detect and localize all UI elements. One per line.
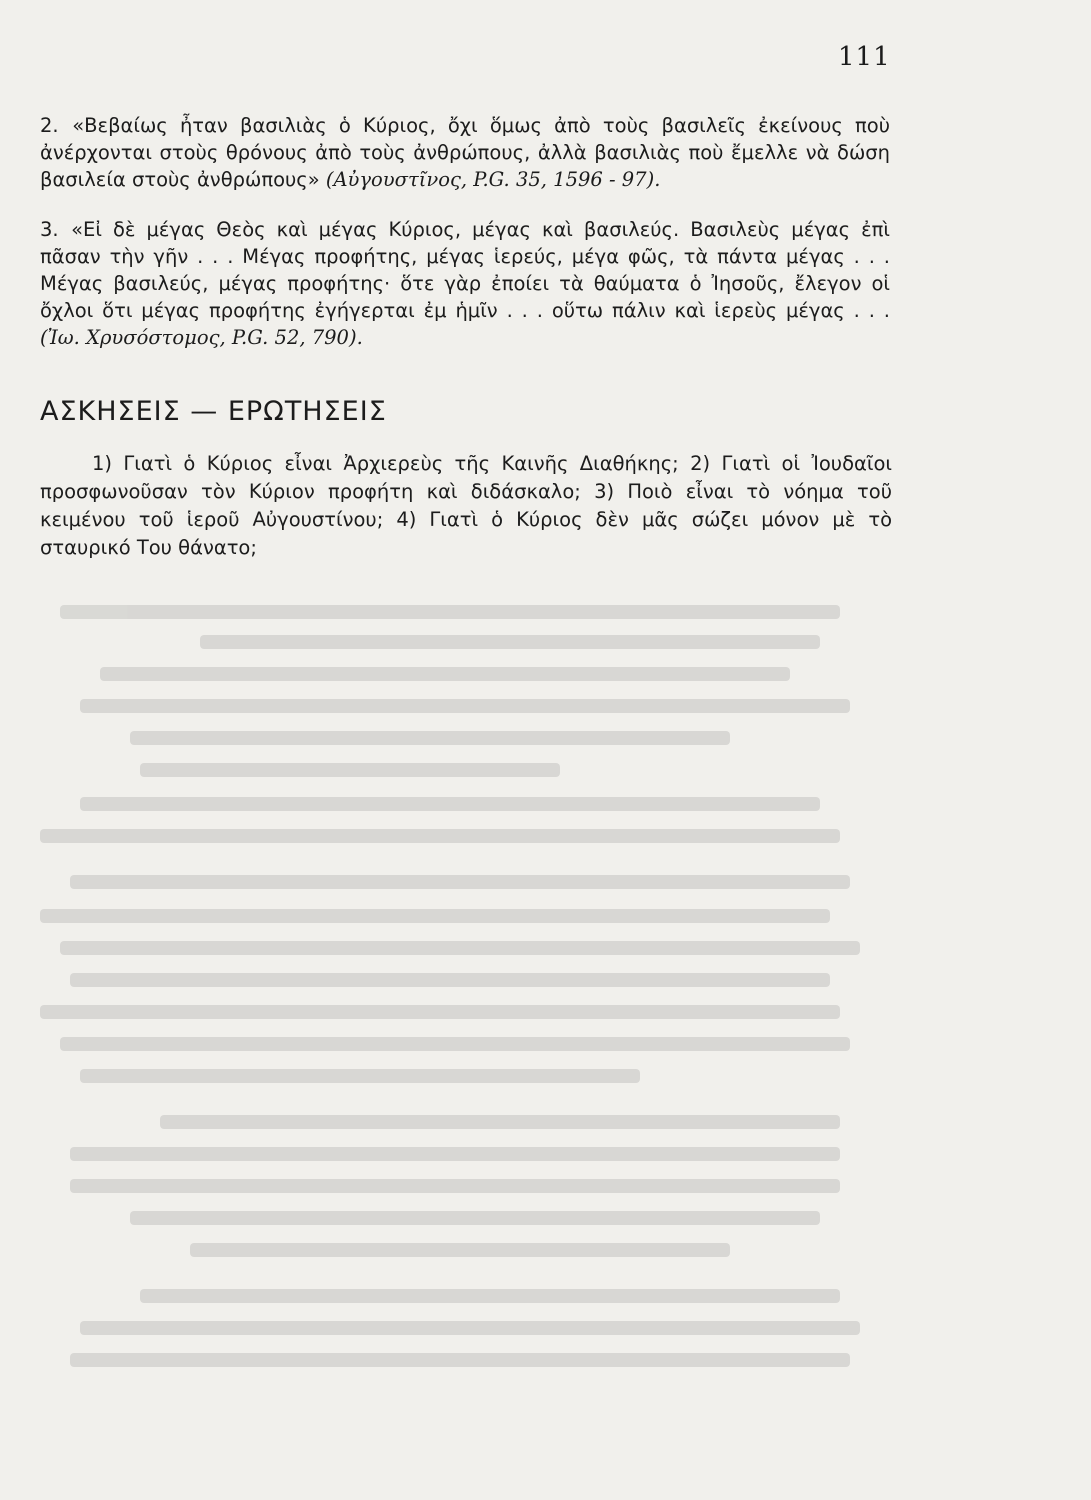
footnote-text: «Βεβαίως ἦταν βασιλιὰς ὁ Κύριος, ὄχι ὅμως ἀπὸ τοὺς βασιλεῖς ἐκείνους ποὺ ἀνέρχονται στοὺς θρόνους ἀπὸ τοὺς ἀνθρώπους, ἀλλὰ βασιλιὰς ποὺ ἔμελλε νὰ δώση βασιλεία στοὺς ἀνθρώπους» — [40, 114, 890, 191]
bleed-line — [140, 763, 560, 777]
bleed-line — [40, 829, 840, 843]
bleed-line — [70, 1147, 840, 1161]
footnote-text: «Εἰ δὲ μέγας Θεὸς καὶ μέγας Κύριος, μέγας καὶ βασιλεύς. Βασιλεὺς μέγας ἐπὶ πᾶσαν τὴν γῆν . . . Μέγας προφήτης, μέγας ἱερεύς, μέγα φῶς, τὰ πάντα μέγας . . . Μέγας βασιλεύς, μέγας προφήτης· ὅτε γὰρ ἐποίει τὰ θαύματα ὁ Ἰησοῦς, ἔλεγον οἱ ὄχλοι ὅτι μέγας προφήτης ἐγήγερται ἐμ ἡμῖν . . . οὕτω πάλιν καὶ ἱερεὺς μέγας . . . — [40, 218, 891, 322]
bleed-line — [80, 1069, 640, 1083]
bleed-line — [70, 973, 830, 987]
bleed-line — [70, 1353, 850, 1367]
bleed-line — [60, 605, 840, 619]
footnote-number: 2. — [40, 114, 59, 137]
bleed-line — [140, 1289, 840, 1303]
bleed-line — [80, 699, 850, 713]
bleed-line — [60, 941, 860, 955]
bleed-line — [100, 667, 790, 681]
footnote-3 — [40, 216, 890, 351]
footnote-citation: (Αὐγουστῖνος, P.G. 35, 1596 - 97). — [325, 168, 661, 191]
bleed-line — [80, 797, 820, 811]
bleed-line — [190, 1243, 730, 1257]
bleed-line — [80, 1321, 860, 1335]
bleed-line — [70, 1179, 840, 1193]
bleed-line — [200, 635, 820, 649]
bleed-line — [160, 1115, 840, 1129]
exercises-paragraph: 1) Γιατὶ ὁ Κύριος εἶναι Ἀρχιερεὺς τῆς Καινῆς Διαθήκης; 2) Γιατὶ οἱ Ἰουδαῖοι προσφωνοῦσαν τὸν Κύριον προφήτη καὶ διδάσκαλο; 3) Ποιὸ εἶναι τὸ νόημα τοῦ κειμένου τοῦ ἱεροῦ Αὐγουστίνου; 4) Γιατὶ ὁ Κύριος δὲν μᾶς σώζει μόνον μὲ τὸ σταυρικό Του θάνατο; — [40, 452, 892, 559]
bleed-line — [130, 731, 730, 745]
page-number: 111 — [838, 42, 891, 72]
bleed-line — [130, 1211, 820, 1225]
bleed-line — [40, 909, 830, 923]
bleed-line — [70, 875, 850, 889]
bleed-line — [40, 1005, 840, 1019]
footnote-number: 3. — [40, 218, 59, 241]
footnote-citation: (Ἰω. Χρυσόστομος, P.G. 52, 790). — [40, 326, 363, 349]
footnote-2 — [40, 112, 890, 193]
bleed-through-texture — [40, 575, 1050, 1475]
section-heading: ΑΣΚΗΣΕΙΣ — ΕΡΩΤΗΣΕΙΣ — [40, 396, 387, 427]
bleed-line — [60, 1037, 850, 1051]
